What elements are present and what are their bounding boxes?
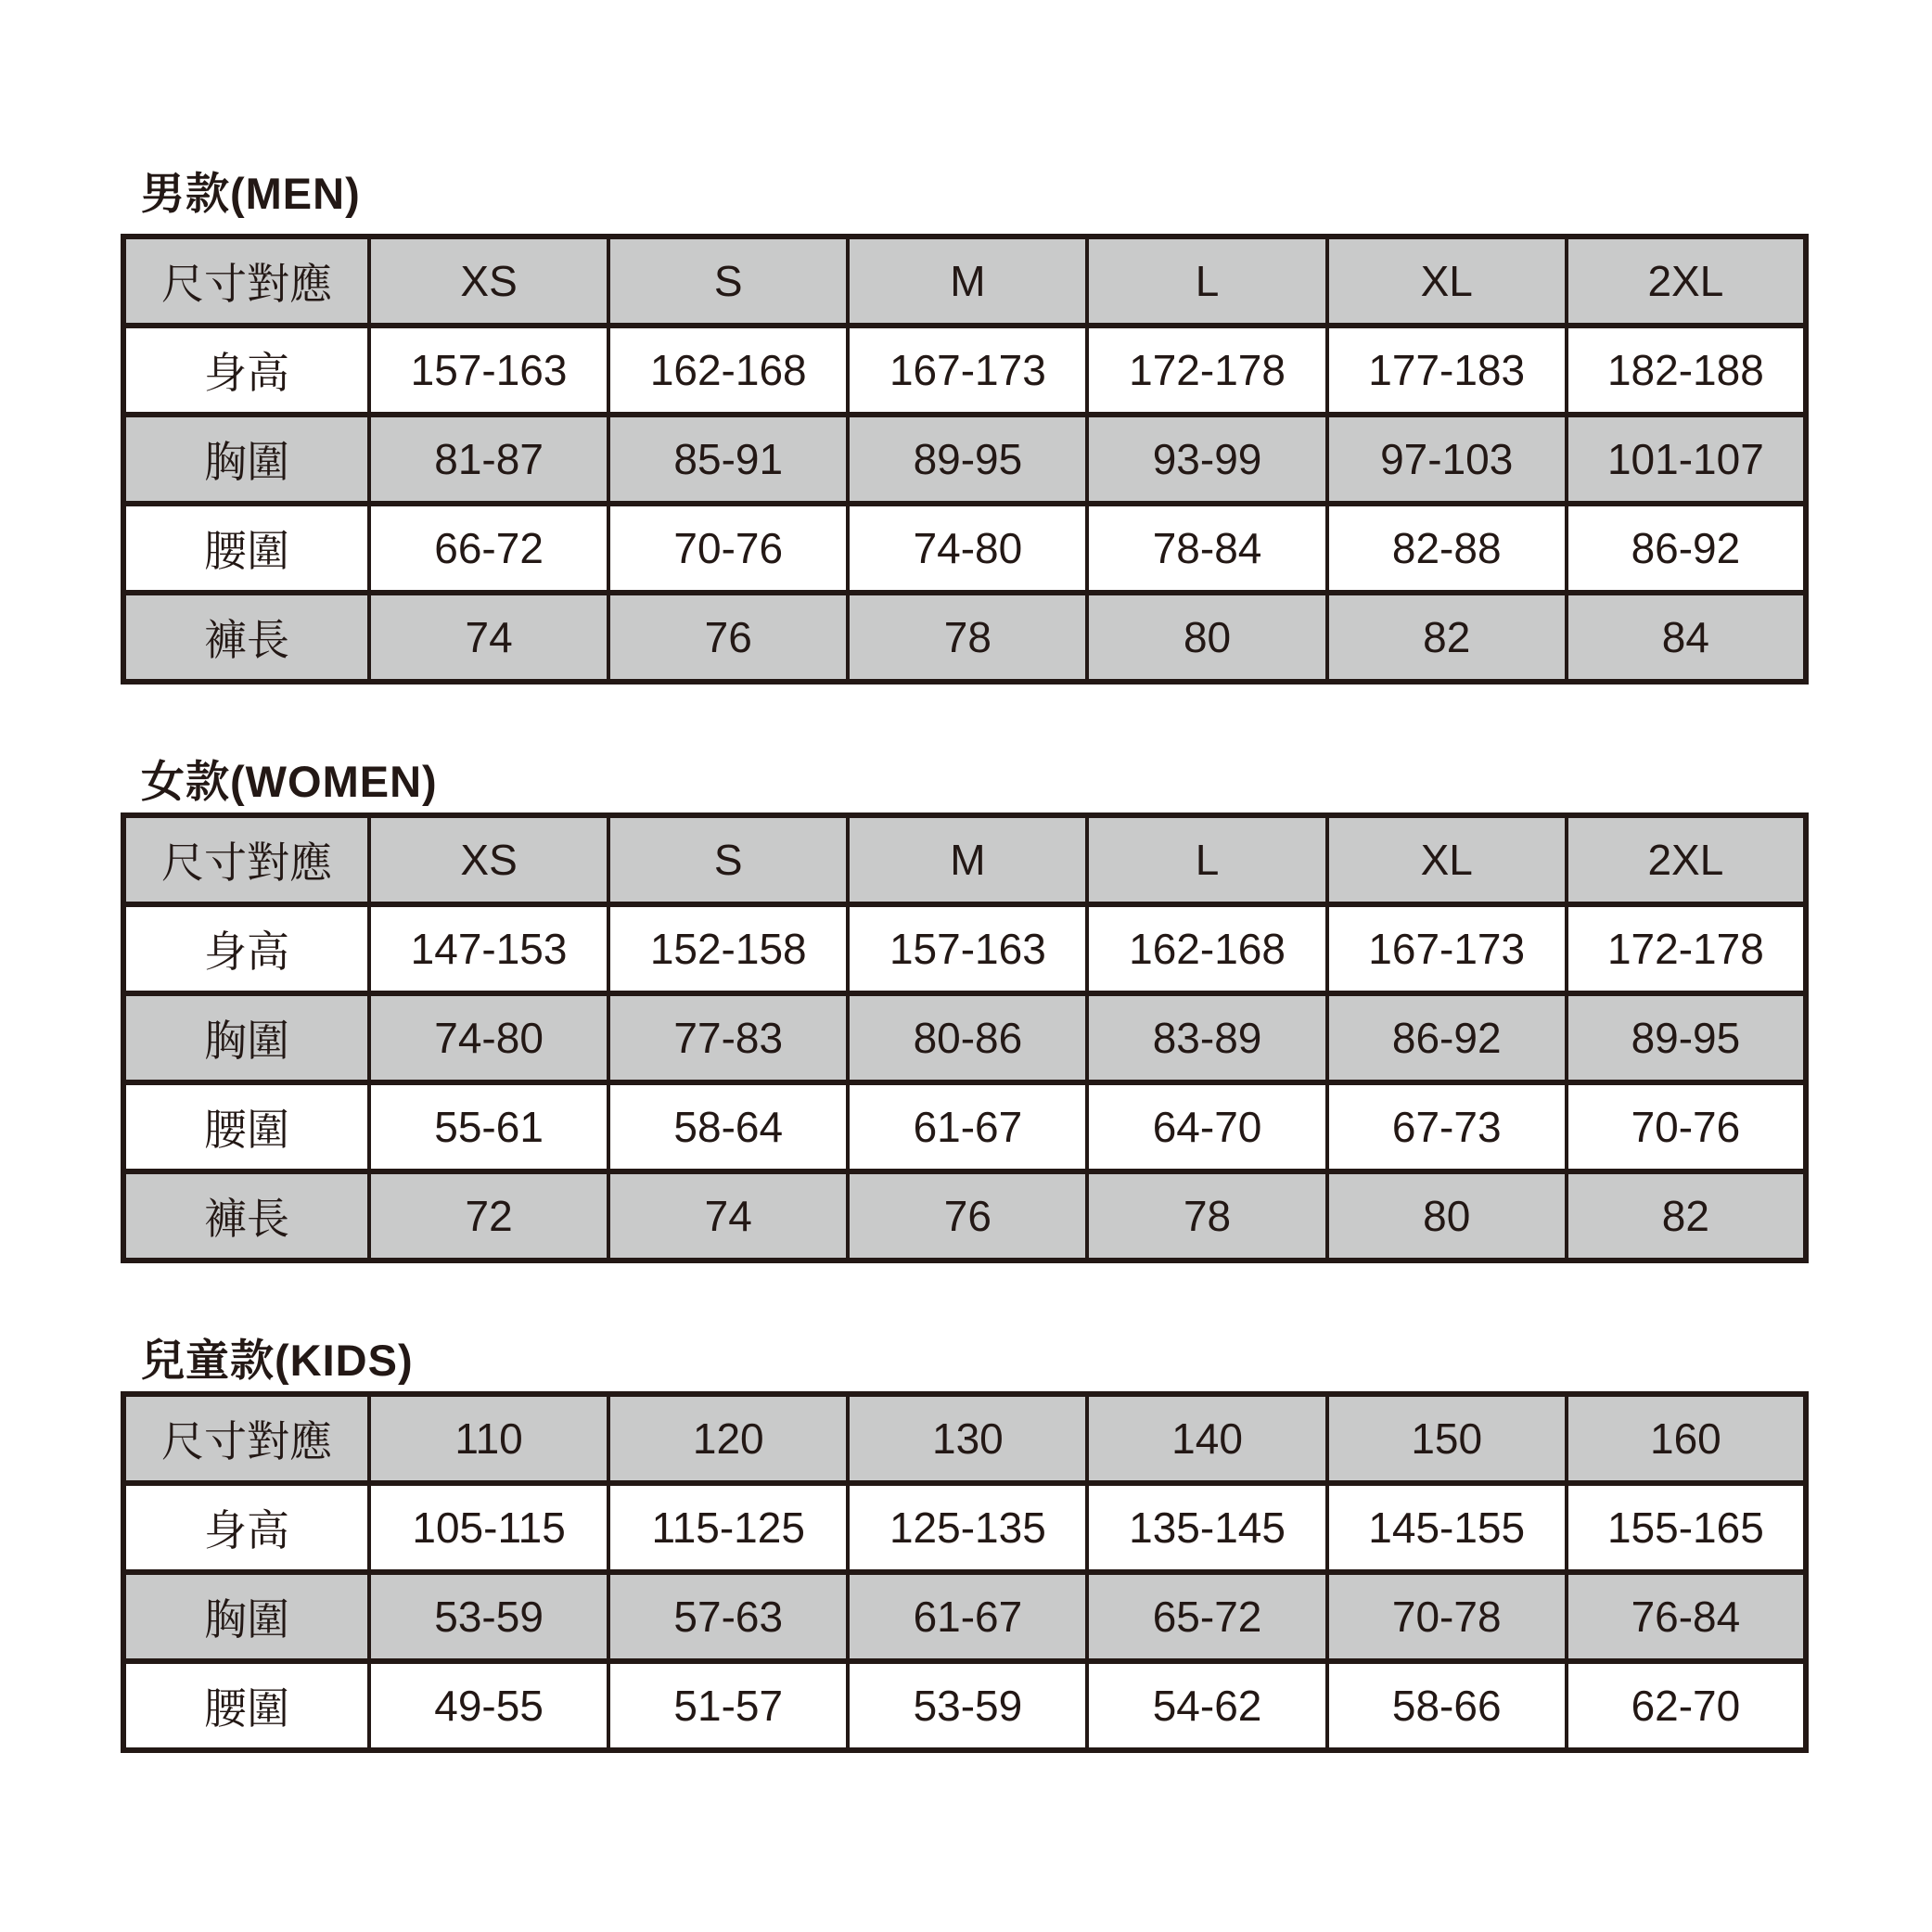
column-header-cell: 2XL [1567, 237, 1806, 326]
column-header-cell: 130 [848, 1394, 1087, 1483]
value-cell: 66-72 [369, 504, 608, 593]
column-header-cell: 150 [1327, 1394, 1567, 1483]
column-header-cell: 110 [369, 1394, 608, 1483]
value-cell: 135-145 [1087, 1483, 1326, 1572]
value-cell: 70-78 [1327, 1572, 1567, 1661]
value-cell: 157-163 [848, 904, 1087, 993]
value-cell: 82 [1567, 1171, 1806, 1260]
column-header-cell: 2XL [1567, 815, 1806, 904]
size-table-men [121, 234, 1809, 685]
column-header-cell: 140 [1087, 1394, 1326, 1483]
value-cell: 167-173 [1327, 904, 1567, 993]
value-cell: 105-115 [369, 1483, 608, 1572]
value-cell: 78 [1087, 1171, 1326, 1260]
column-header-cell: L [1087, 237, 1326, 326]
value-cell: 54-62 [1087, 1661, 1326, 1750]
value-cell: 51-57 [608, 1661, 848, 1750]
data-row [123, 904, 1806, 993]
value-cell: 76 [848, 1171, 1087, 1260]
column-header-cell: XL [1327, 815, 1567, 904]
value-cell: 97-103 [1327, 415, 1567, 504]
size-table-women [121, 812, 1809, 1263]
value-cell: 74 [608, 1171, 848, 1260]
row-label-cell: 身高 [123, 1483, 369, 1572]
data-row [123, 1661, 1806, 1750]
value-cell: 55-61 [369, 1082, 608, 1171]
row-label-cell: 腰圍 [123, 504, 369, 593]
value-cell: 177-183 [1327, 326, 1567, 415]
value-cell: 115-125 [608, 1483, 848, 1572]
section-title-men: 男款(MEN) [141, 169, 361, 218]
value-cell: 61-67 [848, 1572, 1087, 1661]
value-cell: 58-66 [1327, 1661, 1567, 1750]
column-header-cell: 120 [608, 1394, 848, 1483]
size-table-kids [121, 1391, 1809, 1753]
column-header-cell: XS [369, 237, 608, 326]
value-cell: 58-64 [608, 1082, 848, 1171]
value-cell: 61-67 [848, 1082, 1087, 1171]
column-header-cell: S [608, 815, 848, 904]
value-cell: 67-73 [1327, 1082, 1567, 1171]
data-row [123, 1572, 1806, 1661]
data-row [123, 504, 1806, 593]
value-cell: 145-155 [1327, 1483, 1567, 1572]
column-header-cell: S [608, 237, 848, 326]
row-label-cell: 腰圍 [123, 1661, 369, 1750]
value-cell: 74-80 [848, 504, 1087, 593]
value-cell: 53-59 [848, 1661, 1087, 1750]
value-cell: 83-89 [1087, 993, 1326, 1082]
value-cell: 93-99 [1087, 415, 1326, 504]
value-cell: 76-84 [1567, 1572, 1806, 1661]
value-cell: 78 [848, 593, 1087, 682]
data-row [123, 593, 1806, 682]
value-cell: 155-165 [1567, 1483, 1806, 1572]
value-cell: 53-59 [369, 1572, 608, 1661]
row-label-cell: 胸圍 [123, 1572, 369, 1661]
value-cell: 49-55 [369, 1661, 608, 1750]
header-row [123, 815, 1806, 904]
data-row [123, 326, 1806, 415]
header-row [123, 237, 1806, 326]
value-cell: 77-83 [608, 993, 848, 1082]
value-cell: 172-178 [1087, 326, 1326, 415]
value-cell: 167-173 [848, 326, 1087, 415]
data-row [123, 1483, 1806, 1572]
value-cell: 172-178 [1567, 904, 1806, 993]
value-cell: 81-87 [369, 415, 608, 504]
value-cell: 82 [1327, 593, 1567, 682]
section-title-kids: 兒童款(KIDS) [141, 1336, 414, 1385]
value-cell: 162-168 [608, 326, 848, 415]
value-cell: 182-188 [1567, 326, 1806, 415]
column-header-cell: L [1087, 815, 1326, 904]
row-label-cell: 胸圍 [123, 415, 369, 504]
value-cell: 89-95 [848, 415, 1087, 504]
value-cell: 70-76 [1567, 1082, 1806, 1171]
value-cell: 85-91 [608, 415, 848, 504]
row-label-cell: 身高 [123, 326, 369, 415]
value-cell: 80-86 [848, 993, 1087, 1082]
value-cell: 147-153 [369, 904, 608, 993]
data-row [123, 1082, 1806, 1171]
value-cell: 125-135 [848, 1483, 1087, 1572]
column-header-cell: XS [369, 815, 608, 904]
value-cell: 82-88 [1327, 504, 1567, 593]
value-cell: 78-84 [1087, 504, 1326, 593]
data-row [123, 415, 1806, 504]
value-cell: 64-70 [1087, 1082, 1326, 1171]
value-cell: 80 [1327, 1171, 1567, 1260]
value-cell: 84 [1567, 593, 1806, 682]
value-cell: 72 [369, 1171, 608, 1260]
value-cell: 62-70 [1567, 1661, 1806, 1750]
data-row [123, 993, 1806, 1082]
row-label-cell: 腰圍 [123, 1082, 369, 1171]
row-label-cell: 胸圍 [123, 993, 369, 1082]
value-cell: 162-168 [1087, 904, 1326, 993]
row-label-cell: 褲長 [123, 593, 369, 682]
header-row [123, 1394, 1806, 1483]
value-cell: 70-76 [608, 504, 848, 593]
value-cell: 80 [1087, 593, 1326, 682]
value-cell: 86-92 [1327, 993, 1567, 1082]
column-header-cell: 160 [1567, 1394, 1806, 1483]
column-header-cell: M [848, 237, 1087, 326]
corner-header-cell: 尺寸對應 [123, 815, 369, 904]
corner-header-cell: 尺寸對應 [123, 237, 369, 326]
data-row [123, 1171, 1806, 1260]
value-cell: 86-92 [1567, 504, 1806, 593]
value-cell: 74 [369, 593, 608, 682]
row-label-cell: 身高 [123, 904, 369, 993]
value-cell: 89-95 [1567, 993, 1806, 1082]
value-cell: 57-63 [608, 1572, 848, 1661]
column-header-cell: XL [1327, 237, 1567, 326]
value-cell: 101-107 [1567, 415, 1806, 504]
value-cell: 74-80 [369, 993, 608, 1082]
column-header-cell: M [848, 815, 1087, 904]
value-cell: 157-163 [369, 326, 608, 415]
value-cell: 76 [608, 593, 848, 682]
value-cell: 152-158 [608, 904, 848, 993]
corner-header-cell: 尺寸對應 [123, 1394, 369, 1483]
value-cell: 65-72 [1087, 1572, 1326, 1661]
section-title-women: 女款(WOMEN) [141, 757, 438, 806]
row-label-cell: 褲長 [123, 1171, 369, 1260]
